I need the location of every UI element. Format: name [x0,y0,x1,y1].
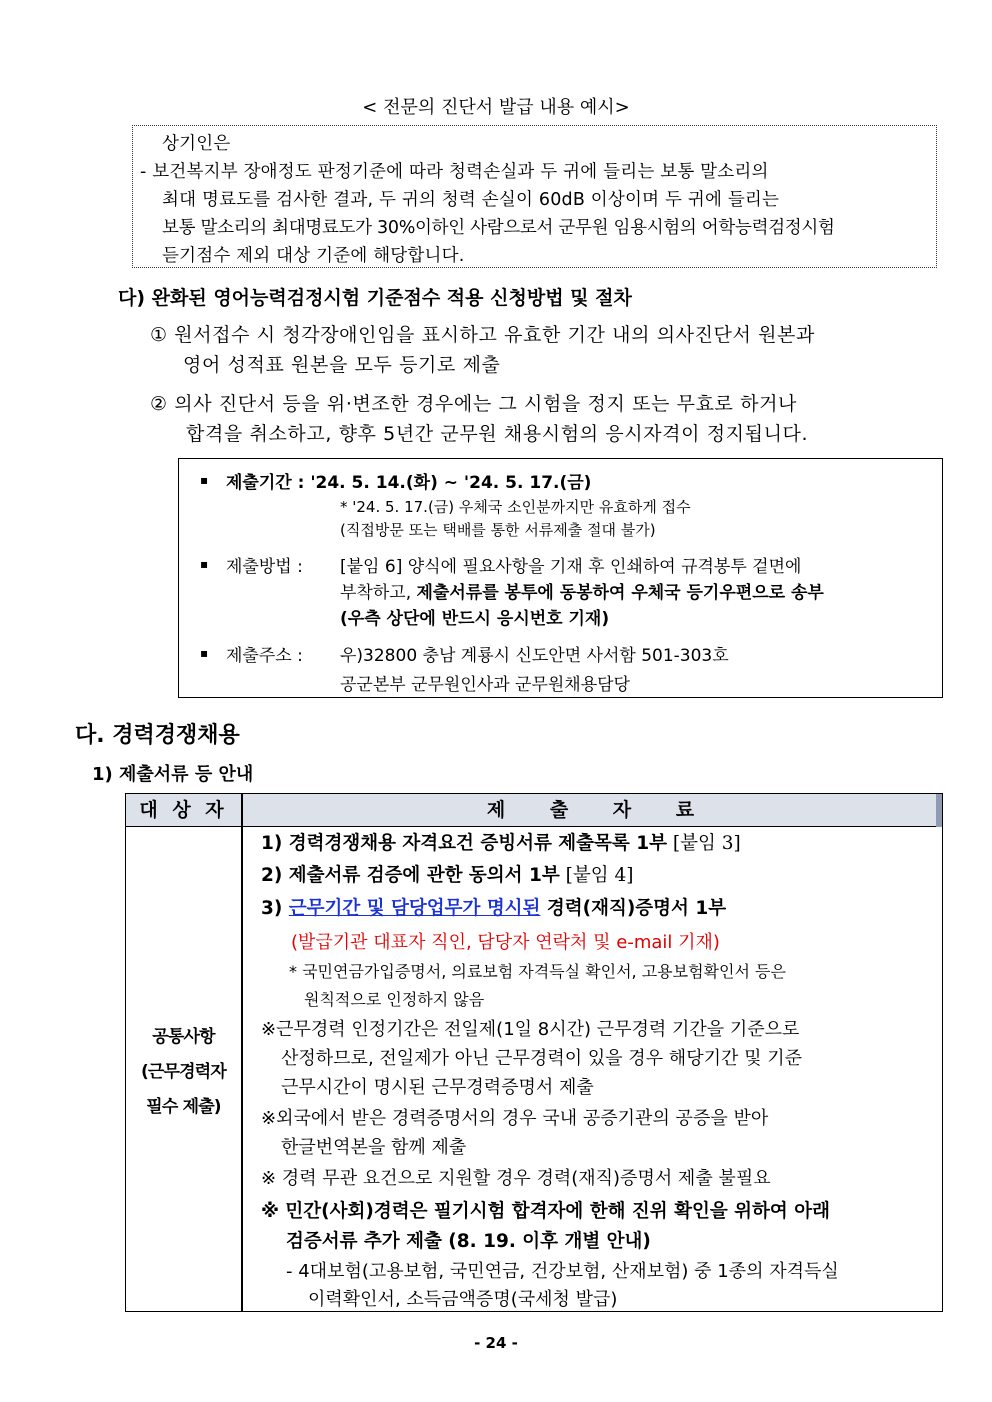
sample-line: - 보건복지부 장애정도 판정기준에 따라 청력손실과 두 귀에 들리는 보통 말소리의 [140,162,769,182]
doc-item-3-red-note: (발급기관 대표자 직인, 담당자 연락처 및 e-mail 기재) [291,932,720,953]
procedure-item-2: ② 의사 진단서 등을 위·변조한 경우에는 그 시험을 정지 또는 무효로 하거나 [150,393,797,415]
doc-item-3-suffix: 경력(재직)증명서 1부 [540,898,727,919]
row-head: 공통사항 [152,1027,215,1047]
procedure-item-1-cont: 영어 성적표 원본을 모두 등기로 제출 [183,354,501,376]
column-divider [241,794,243,1311]
submission-method-plain: 부착하고, [340,583,417,603]
section-subtitle: 1) 제출서류 등 안내 [92,764,254,785]
sample-line: 상기인은 [162,134,231,154]
row-head: 필수 제출) [146,1097,221,1117]
row-head: (근무경력자 [140,1062,227,1082]
documents-table [125,793,943,1312]
procedure-heading: 다) 완화된 영어능력검정시험 기준점수 적용 신청방법 및 절차 [118,287,632,309]
note-line: ※외국에서 받은 경력증명서의 경우 국내 공증기관의 공증을 받아 [261,1108,769,1129]
header-documents: 제 출 자 료 [486,799,695,821]
sample-line: 듣기점수 제외 대상 기준에 해당합니다. [162,246,465,266]
section-title: 다. 경력경쟁채용 [75,723,240,748]
header-target: 대 상 자 [139,799,228,821]
doc-item-3 [261,894,726,920]
submission-method-line [340,578,824,603]
procedure-item-2-cont: 합격을 취소하고, 향후 5년간 군무원 채용시험의 응시자격이 정지됩니다. [186,423,809,445]
note-line: ※ 경력 무관 요건으로 지원할 경우 경력(재직)증명서 제출 불필요 [261,1168,771,1189]
doc-item-1 [261,829,741,855]
note-sub-line: - 4대보험(고용보험, 국민연금, 건강보험, 산재보험) 중 1종의 자격득실 [286,1261,839,1282]
submission-method-label: 제출방법 : [226,557,303,577]
sample-line: 최대 명료도를 검사한 결과, 두 귀의 청력 손실이 60dB 이상이며 두 귀에 들리는 [162,190,780,210]
note-line: ※근무경력 인정기간은 전일제(1일 8시간) 근무경력 기간을 기준으로 [261,1019,800,1040]
note-line: 검증서류 추가 제출 (8. 19. 이후 개별 안내) [286,1231,651,1252]
submission-method-line: [붙임 6] 양식에 필요사항을 기재 후 인쇄하여 규격봉투 겉면에 [340,557,802,577]
doc-item-2 [261,861,633,887]
submission-period: 제출기간 : '24. 5. 14.(화) ~ '24. 5. 17.(금) [226,473,592,493]
table-header-row [126,794,942,827]
star-note: 원칙적으로 인정하지 않음 [304,990,485,1009]
star-note: * 국민연금가입증명서, 의료보험 자격득실 확인서, 고용보험확인서 등은 [289,962,786,981]
bullet-icon: ▪ [200,557,209,571]
submission-address: 우)32800 충남 계룡시 신도안면 사서함 501-303호 [340,646,729,666]
submission-method-bold: 제출서류를 봉투에 동봉하여 우체국 등기우편으로 송부 [416,583,824,603]
submission-period-note: * '24. 5. 17.(금) 우체국 소인분까지만 유효하게 접수 [340,498,691,516]
doc-item-3-prefix: 3) [261,898,289,919]
submission-address: 공군본부 군무원인사과 군무원채용담당 [340,675,630,695]
submission-method-line: (우측 상단에 반드시 응시번호 기재) [340,609,610,629]
note-line: 한글번역본을 함께 제출 [281,1137,467,1158]
doc-item-1-ref: [붙임 3] [666,833,741,854]
submission-address-label: 제출주소 : [226,646,303,666]
submission-period-note: (직접방문 또는 택배를 통한 서류제출 절대 불가) [340,521,656,539]
note-line: 산정하므로, 전일제가 아닌 근무경력이 있을 경우 해당기간 및 기준 [281,1048,802,1069]
doc-item-2-text: 2) 제출서류 검증에 관한 동의서 1부 [261,865,560,886]
note-sub-line: 이력확인서, 소득금액증명(국세청 발급) [308,1289,618,1310]
doc-item-3-highlight: 근무기간 및 담당업무가 명시된 [288,898,541,919]
note-line: 근무시간이 명시된 근무경력증명서 제출 [281,1077,594,1098]
sample-line: 보통 말소리의 최대명료도가 30%이하인 사람으로서 군무원 임용시험의 어학능력검정시험 [162,218,835,238]
bullet-icon: ▪ [200,646,209,660]
doc-item-2-ref: [붙임 4] [559,865,634,886]
note-line: ※ 민간(사회)경력은 필기시험 합격자에 한해 진위 확인을 위하여 아래 [261,1201,830,1222]
doc-item-1-text: 1) 경력경쟁채용 자격요건 증빙서류 제출목록 1부 [261,833,667,854]
bullet-icon: ▪ [200,473,209,487]
page-number: - 24 - [474,1334,518,1352]
procedure-item-1: ① 원서접수 시 청각장애인임을 표시하고 유효한 기간 내의 의사진단서 원본과 [150,324,815,346]
sample-title: < 전문의 진단서 발급 내용 예시> [362,97,630,118]
